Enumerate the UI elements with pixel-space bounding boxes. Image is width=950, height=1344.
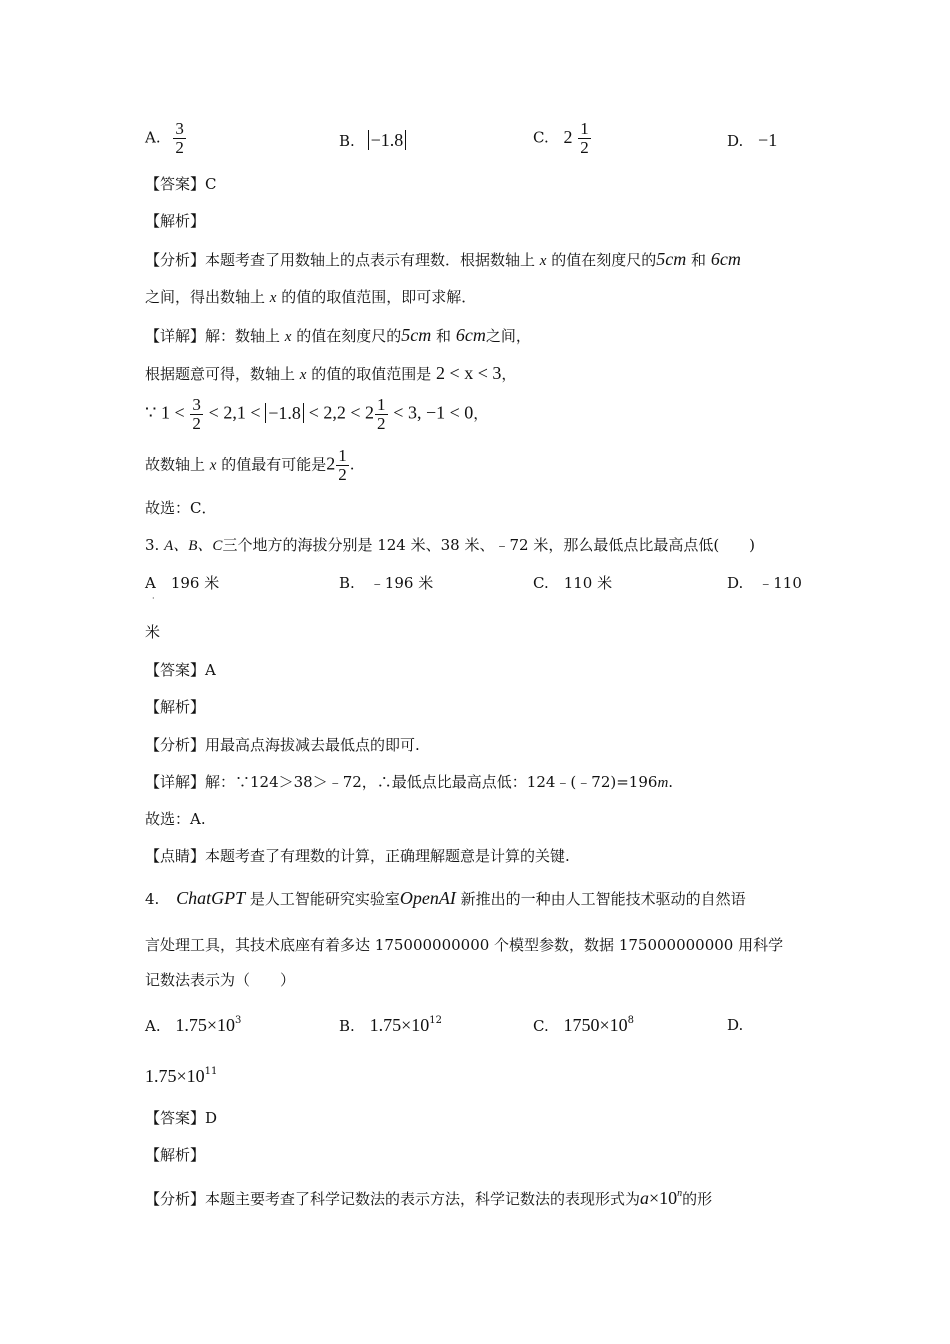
fraction [375,396,388,433]
q3-option-d: D. ﹣110 [727,574,802,592]
q4-option-a [145,1015,241,1036]
exponent: 12 [429,1015,442,1026]
denominator: 2 [175,138,184,157]
text: 的形 [682,1190,713,1208]
option-label: B. [339,1017,355,1035]
measure: 5cm [401,325,432,345]
q3-analysis: 【分析】用最高点海拔减去最低点的即可. [145,736,420,754]
q4-analysis-heading: 【解析】 [145,1146,206,1164]
numerator: 1 [377,395,386,414]
exponent: n [677,1188,683,1199]
absolute-value: −1.8 [265,403,304,423]
numerator: 1 [580,119,589,138]
organization-name: OpenAI [399,888,456,908]
math-expression: ×10 [649,1188,678,1208]
variable: x [284,329,292,345]
text: 【详解】解：∵124＞38＞﹣72，∴最低点比最高点低：124﹣(﹣72)=196 [145,773,658,791]
exponent: 11 [204,1066,218,1077]
numerator: 3 [175,119,184,138]
text: 和 [436,327,452,345]
option-label: C. [533,1017,549,1035]
option-label: A. [145,1017,161,1035]
q3-option-a: A 196 米 [145,574,220,592]
mixed-whole: 2 [326,453,336,474]
measure: 5cm [656,249,687,269]
denominator: 2 [338,465,347,484]
q2-detail-line-1 [145,325,531,347]
exponent: 3 [235,1015,242,1026]
q4-option-d [727,1015,743,1035]
q2-analysis-line-2 [145,287,476,308]
text: 根据题意可得，数轴上 [145,365,296,383]
q4-option-c [533,1015,634,1036]
variable: x [269,290,277,306]
text: 【详解】解：数轴上 [145,327,281,345]
mixed-whole: 2 [563,126,573,147]
q3-stem [145,535,755,556]
numerator: 1 [338,446,347,465]
inequality: < 2,1 < [208,402,261,423]
q4-answer: 【答案】D [145,1109,218,1127]
q3-choose: 故选：A. [145,810,206,828]
q2-option-b [339,130,406,151]
text: . [349,455,355,474]
q4-option-d-value [145,1066,217,1087]
option-value: 1.75×10 [145,1066,205,1086]
numerator: 3 [192,395,201,414]
text: 【分析】本题考查了用数轴上的点表示有理数．根据数轴上 [145,251,536,269]
product-name: ChatGPT [176,888,246,908]
text: 之间， [485,327,531,345]
question-number: 4. [145,890,160,908]
text: 的值的取值范围，即可求解． [281,288,477,306]
option-label: D. [727,1016,744,1034]
denominator: 2 [377,414,386,433]
q2-detail-line-2 [145,363,516,385]
option-label: A. [145,128,161,147]
q2-option-a [145,120,187,157]
option-label: C. [533,128,549,147]
q4-analysis [145,1188,712,1209]
q2-detail-line-4 [145,447,355,484]
option-value: 1.75×10 [369,1015,430,1035]
text: 是人工智能研究实验室 [249,890,400,908]
option-value: −1 [758,130,778,150]
q3-remark: 【点睛】本题考查了有理数的计算，正确理解题意是计算的关键. [145,847,570,865]
denominator: 2 [192,414,201,433]
text: 的值在刻度尺的 [296,327,402,345]
exponent: 8 [627,1015,635,1026]
q2-analysis-line-1 [145,249,741,271]
unit: m [657,775,669,791]
measure: 6cm [455,325,486,345]
question-number: 3. [145,536,160,554]
variable: x [539,253,547,269]
variable: x [209,457,217,474]
q2-answer: 【答案】C [145,175,217,193]
text: 新推出的一种由人工智能技术驱动的自然语 [460,890,746,908]
q3-detail [145,772,673,793]
option-label: D. [727,132,744,150]
text: 三个地方的海拔分别是 124 米、38 米、﹣72 米，那么最低点比最高点低( ) [222,536,756,554]
fraction [173,120,186,157]
q3-analysis-heading: 【解析】 [145,698,206,716]
text: . [668,773,674,791]
q3-option-d-continued: 米 [145,623,161,641]
q2-option-c [533,120,592,157]
q3-answer: 【答案】A [145,661,216,679]
text: ， [501,365,517,383]
text: 的值在刻度尺的 [551,251,657,269]
q4-option-b [339,1015,442,1036]
inequality: 2 < x < 3 [436,363,502,383]
q3-option-c: C. 110 米 [533,574,613,592]
points: A、B、C [164,538,223,554]
option-value: 1.75×10 [175,1015,236,1035]
stray-dot: · [152,594,155,603]
text: 之间，得出数轴上 [145,288,266,306]
q3-option-b: B. ﹣196 米 [339,574,434,592]
variable: x [299,367,307,383]
q4-stem-line-3: 记数法表示为（ ） [145,971,296,989]
measure: 6cm [710,249,741,269]
q4-stem-line-2: 言处理工具，其技术底座有着多达 175000000000 个模型参数，数据 175000000000 用科学 [145,936,784,954]
option-label: B. [339,132,355,150]
inequality: < 3, −1 < 0 [393,402,474,423]
text: 和 [691,251,707,269]
denominator: 2 [580,138,589,157]
fraction [578,120,591,157]
text: 【分析】本题主要考查了科学记数法的表示方法，科学记数法的表现形式为 [145,1190,641,1208]
because-symbol: ∵ 1 < [145,402,185,423]
text: 故数轴上 [145,455,206,474]
absolute-value: −1.8 [368,130,407,150]
q4-stem-line-1 [145,888,746,909]
option-value: 1750×10 [563,1015,628,1035]
fraction [190,396,203,433]
q2-detail-line-3 [145,396,488,433]
variable: a [640,1188,650,1208]
q2-analysis-heading: 【解析】 [145,212,206,230]
text: 的值最有可能是 [221,455,327,474]
q2-option-d [727,130,777,151]
text: ， [473,404,489,423]
inequality: < 2,2 < 2 [308,402,375,423]
text: 的值的取值范围是 [311,365,432,383]
fraction [336,447,349,484]
q2-choose: 故选：C． [145,499,217,517]
